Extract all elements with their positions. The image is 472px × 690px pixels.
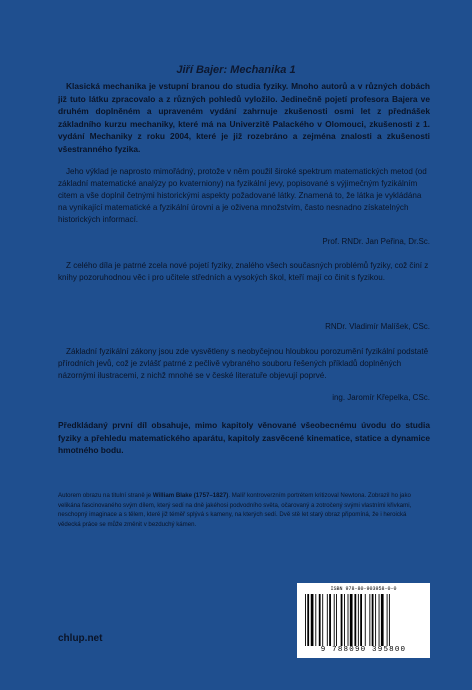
- publisher-website[interactable]: chlup.net: [58, 633, 103, 644]
- cover-image-note: [58, 491, 430, 529]
- isbn-label: ISBN 978-80-903958-0-0: [330, 586, 397, 592]
- barcode-bars: [303, 594, 424, 646]
- intro-paragraph: Klasická mechanika je vstupní branou do studia fyziky. Mnoho autorů a v různých dobách již tuto látku zpracovalo a z různých pohledů vyložilo. Jedinečně pojetí profesora Bajera ve druhém doplněném a upraveném vydání zahrnuje zkušenosti osmi let z přednášek základního kurzu mechaniky, které má na Univerzitě Palackého v Olomouci, zkušenosti z 1. vydání Mechaniky z roku 2004, které je již rozebráno a zejména znalosti a zkušenosti všestranného fyzika.: [58, 81, 430, 154]
- note-artist: William Blake (1757–1827): [152, 492, 229, 499]
- summary-paragraph: Předkládaný první díl obsahuje, mimo kapitoly věnované všeobecnému úvodu do studia fyziky a přehledu matematického aparátu, kapitoly zasvěcené kinematice, statice a dynamice hmotného bodu.: [58, 420, 430, 455]
- note-body: . Malíř kontroverzním portrétem kritizoval Newtona. Zobrazil ho jako velikána fascinovaného svým dílem, který sedí na dně jakéhosi podvodního světa, očarovaný a zotročený svými vlastními křivkami, neschopný imaginace a s tělem, které již téměř splývá s kameny, na kterých sedí. Dvě stě let starý obraz připomíná, že i heroická vědecká práce se může změnit v bezduchý kámen.: [58, 492, 412, 528]
- review-2-signature: RNDr. Vladimír Malíšek, CSc.: [325, 322, 430, 331]
- review-2-text: Z celého díla je patrné zcela nové pojetí fyziky, znalého všech současných problémů fyziky, což činí z knihy pozoruhodnou věc i pro učitele středních a vysokých škol, kteří mají co činit s fyzikou.: [58, 261, 429, 282]
- isbn-digits: 9 788090 395800: [320, 646, 407, 654]
- review-1-text: Jeho výklad je naprosto mimořádný, protože v něm použil široké spektrum matematických metod (od základní matematické analýzy po kvaterniony) na fyzikální jevy, popisované s výjimečným fyzikálním citem a vše doplnil četnými historickými aspekty požadované látky. Znamená to, že látka je vykládána na vynikající matematické a fyzikální úrovni a je oživena množstvím, často nesnadno získatelných historických informací.: [58, 167, 427, 224]
- review-1-signature: Prof. RNDr. Jan Peřina, Dr.Sc.: [322, 237, 430, 246]
- barcode: [297, 583, 430, 658]
- review-3-signature: ing. Jaromír Křepelka, CSc.: [332, 393, 430, 402]
- review-3-text: Základní fyzikální zákony jsou zde vysvětleny s neobyčejnou hloubkou porozumění fyzikální podstatě přírodních jevů, což je zvlášť patrné z pečlivě vybraného souboru řešených příkladů doplněných názornými ilustracemi, z nichž mnohé se v české literatuře objevují poprvé.: [58, 347, 429, 380]
- note-prefix: Autorem obrazu na titulní straně je: [58, 492, 153, 499]
- book-title: Jiří Bajer: Mechanika 1: [176, 64, 296, 76]
